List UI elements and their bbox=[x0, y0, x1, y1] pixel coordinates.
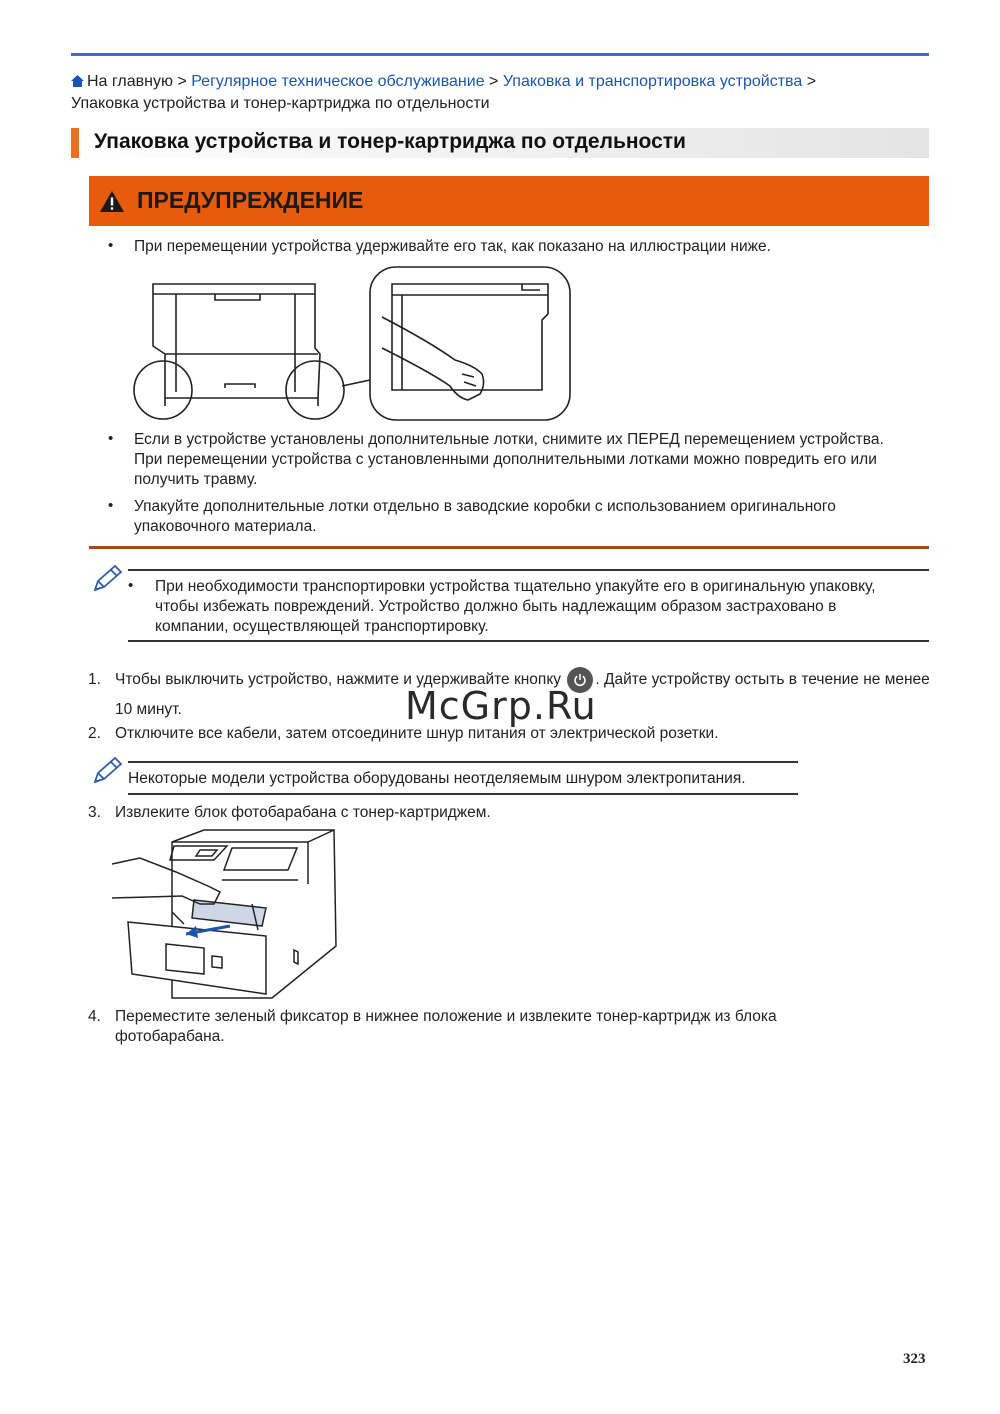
home-icon[interactable] bbox=[71, 75, 84, 87]
note-bottom-rule bbox=[128, 793, 798, 795]
breadcrumb-link-packing[interactable]: Упаковка и транспортировка устройства bbox=[502, 73, 803, 90]
page-title-bar bbox=[71, 128, 929, 158]
step-4: Переместите зеленый фиксатор в нижнее положение и извлеките тонер-картридж из блока фотобарабана. bbox=[115, 1008, 777, 1045]
step-1-text-b: . Дайте устройству остыть в течение не менее 10 минут. bbox=[115, 671, 930, 718]
watermark: McGrp.Ru bbox=[405, 684, 597, 728]
note-top-rule bbox=[128, 761, 798, 763]
step-number: 4. bbox=[88, 1008, 101, 1025]
warning-item-2: Если в устройстве установлены дополнительные лотки, снимите их ПЕРЕД перемещением устройства. При перемещении устройства с установленными дополнительными лотками можно повредить его или получить травму. bbox=[134, 431, 884, 488]
breadcrumb-separator: > bbox=[806, 73, 817, 90]
breadcrumb-home[interactable]: На главную bbox=[87, 73, 173, 90]
warning-icon bbox=[99, 190, 125, 213]
warning-title: ПРЕДУПРЕЖДЕНИЕ bbox=[137, 187, 364, 213]
warning-item-1: При перемещении устройства удерживайте его так, как показано на иллюстрации ниже. bbox=[134, 238, 771, 255]
step-1-text-a: Чтобы выключить устройство, нажмите и удерживайте кнопку bbox=[115, 671, 562, 688]
note-pencil-icon bbox=[91, 564, 123, 594]
step-number: 2. bbox=[88, 725, 101, 742]
breadcrumb-separator: > bbox=[177, 73, 187, 90]
step-2: Отключите все кабели, затем отсоедините шнур питания от электрической розетки. bbox=[115, 725, 719, 742]
breadcrumb bbox=[71, 71, 931, 115]
breadcrumb-link-maintenance[interactable]: Регулярное техническое обслуживание bbox=[191, 73, 485, 90]
top-rule bbox=[71, 53, 929, 56]
page-number: 323 bbox=[903, 1351, 926, 1367]
note-pencil-icon bbox=[91, 756, 123, 786]
bullet: • bbox=[108, 497, 114, 514]
step-number: 1. bbox=[88, 671, 101, 688]
step-3: Извлеките блок фотобарабана с тонер-картриджем. bbox=[115, 804, 491, 821]
title-accent bbox=[71, 128, 79, 158]
note-2-text: Некоторые модели устройства оборудованы неотделяемым шнуром электропитания. bbox=[128, 770, 746, 787]
drum-removal-illustration bbox=[112, 826, 344, 1002]
warning-banner bbox=[89, 176, 929, 226]
printer-carry-illustration bbox=[130, 262, 575, 424]
page-title: Упаковка устройства и тонер-картриджа по отдельности bbox=[94, 130, 686, 153]
step-number: 3. bbox=[88, 804, 101, 821]
bullet: • bbox=[108, 237, 114, 254]
note-text: При необходимости транспортировки устройства тщательно упакуйте его в оригинальную упаковку, чтобы избежать повреждений. Устройство должно быть надлежащим образом застраховано в компании, осуществляющей транспортировку. bbox=[155, 578, 876, 635]
breadcrumb-separator: > bbox=[489, 73, 499, 90]
bullet: • bbox=[128, 577, 134, 594]
warning-bottom-rule bbox=[89, 546, 929, 549]
note-top-rule bbox=[128, 569, 929, 571]
note-bottom-rule bbox=[128, 640, 929, 642]
bullet: • bbox=[108, 430, 114, 447]
breadcrumb-current: Упаковка устройства и тонер-картриджа по отдельности bbox=[71, 95, 490, 112]
warning-item-3: Упакуйте дополнительные лотки отдельно в заводские коробки с использованием оригинального упаковочного материала. bbox=[134, 498, 836, 535]
